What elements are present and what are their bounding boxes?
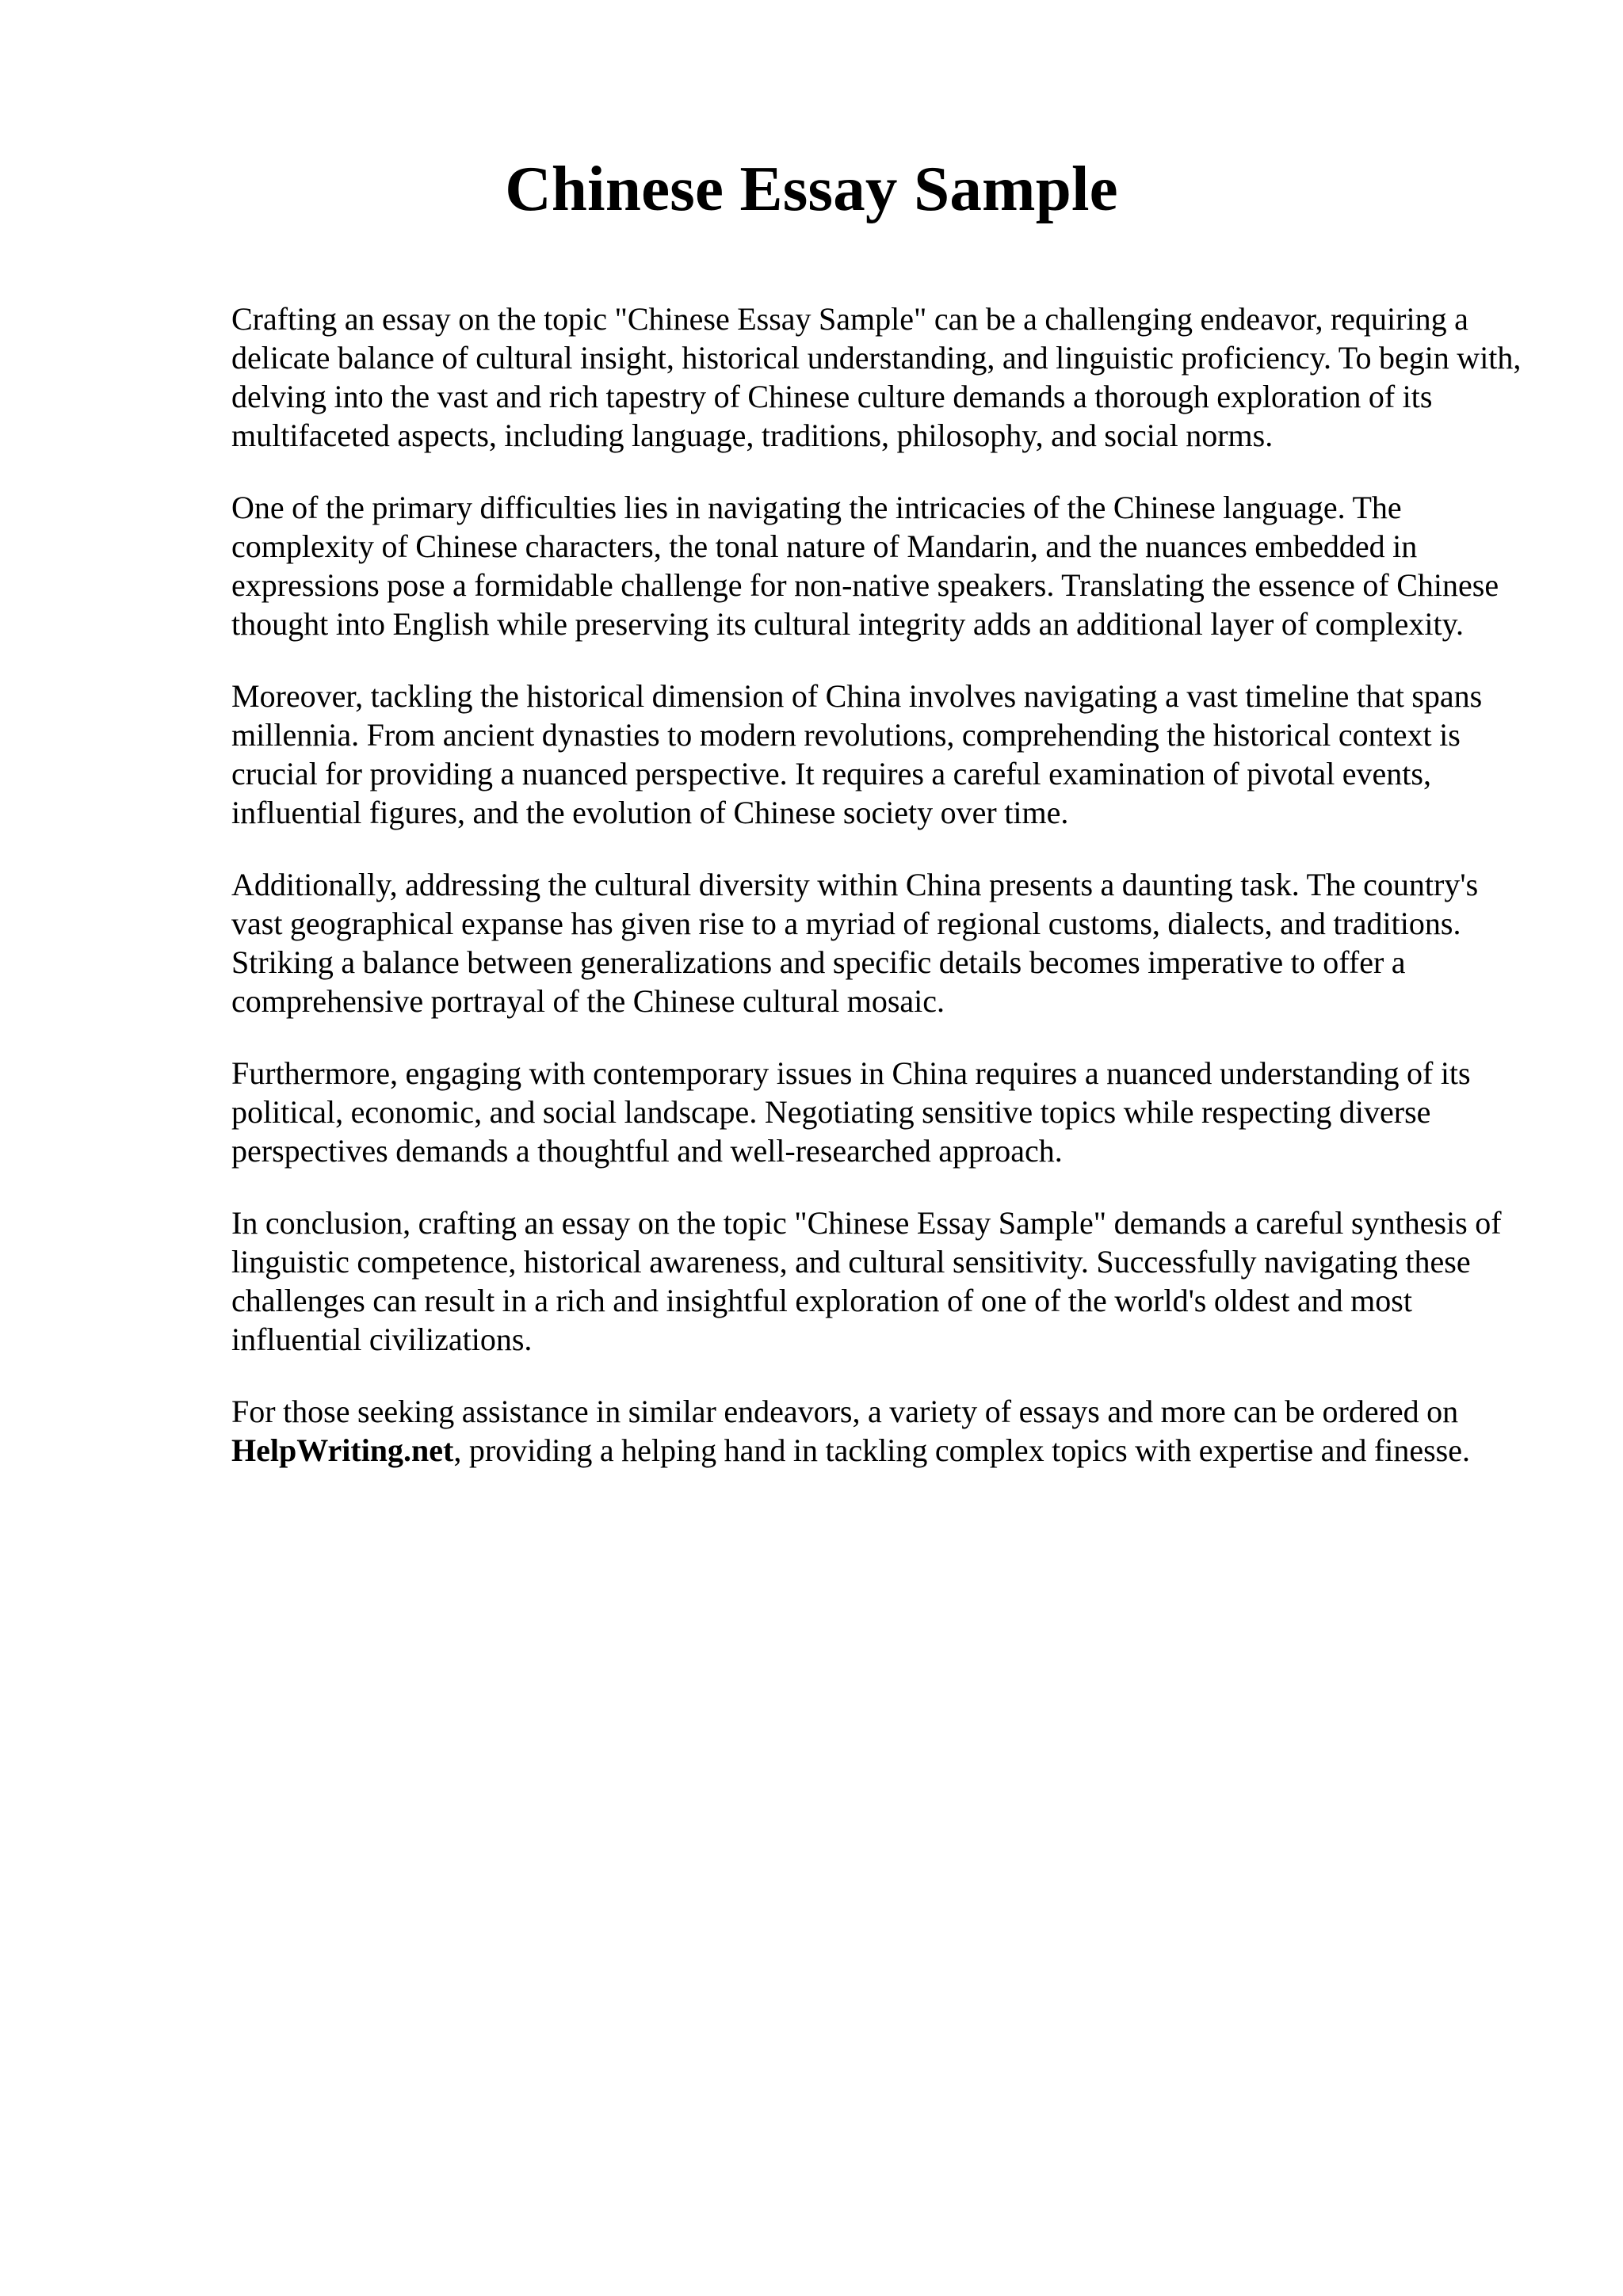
paragraph-intro: Crafting an essay on the topic "Chinese Essay Sample" can be a challenging endeavor, requiring a delicate balance of cultural insight, historical understanding, and linguistic proficiency. To begin with, delving into the vast and rich tapestry of Chinese culture demands a thorough exploration of its multifaceted aspects, including language, traditions, philosophy, and social norms. — [231, 301, 1522, 453]
paragraph-closing — [231, 1392, 1531, 1470]
essay-body — [231, 299, 1531, 1503]
closing-text-before: For those seeking assistance in similar endeavors, a variety of essays and more can be ordered on — [231, 1394, 1459, 1429]
page-title: Chinese Essay Sample — [505, 153, 1118, 224]
paragraph-language: One of the primary difficulties lies in navigating the intricacies of the Chinese language. The complexity of Chinese characters, the tonal nature of Mandarin, and the nuances embedded in expressions pose a formidable challenge for non-native speakers. Translating the essence of Chinese thought into English while preserving its cultural integrity adds an additional layer of complexity. — [231, 490, 1499, 642]
paragraph-history: Moreover, tackling the historical dimension of China involves navigating a vast timeline that spans millennia. From ancient dynasties to modern revolutions, comprehending the historical context is crucial for providing a nuanced perspective. It requires a careful examination of pivotal events, influential figures, and the evolution of Chinese society over time. — [231, 678, 1483, 830]
paragraph-conclusion: In conclusion, crafting an essay on the topic "Chinese Essay Sample" demands a careful synthesis of linguistic competence, historical awareness, and cultural sensitivity. Successfully navigating these challenges can result in a rich and insightful exploration of one of the world's oldest and most influential civilizations. — [231, 1205, 1502, 1357]
brand-name: HelpWriting.net — [231, 1432, 454, 1468]
closing-text-after: , providing a helping hand in tackling complex topics with expertise and finesse. — [453, 1432, 1470, 1468]
paragraph-contemporary: Furthermore, engaging with contemporary issues in China requires a nuanced understanding of its political, economic, and social landscape. Negotiating sensitive topics while respecting diverse perspectives demands a thoughtful and well-researched approach. — [231, 1055, 1471, 1169]
paragraph-diversity: Additionally, addressing the cultural diversity within China presents a daunting task. The country's vast geographical expanse has given rise to a myriad of regional customs, dialects, and traditions. Striking a balance between generalizations and specific details becomes imperative to offer a comprehensive portrayal of the Chinese cultural mosaic. — [231, 867, 1479, 1019]
